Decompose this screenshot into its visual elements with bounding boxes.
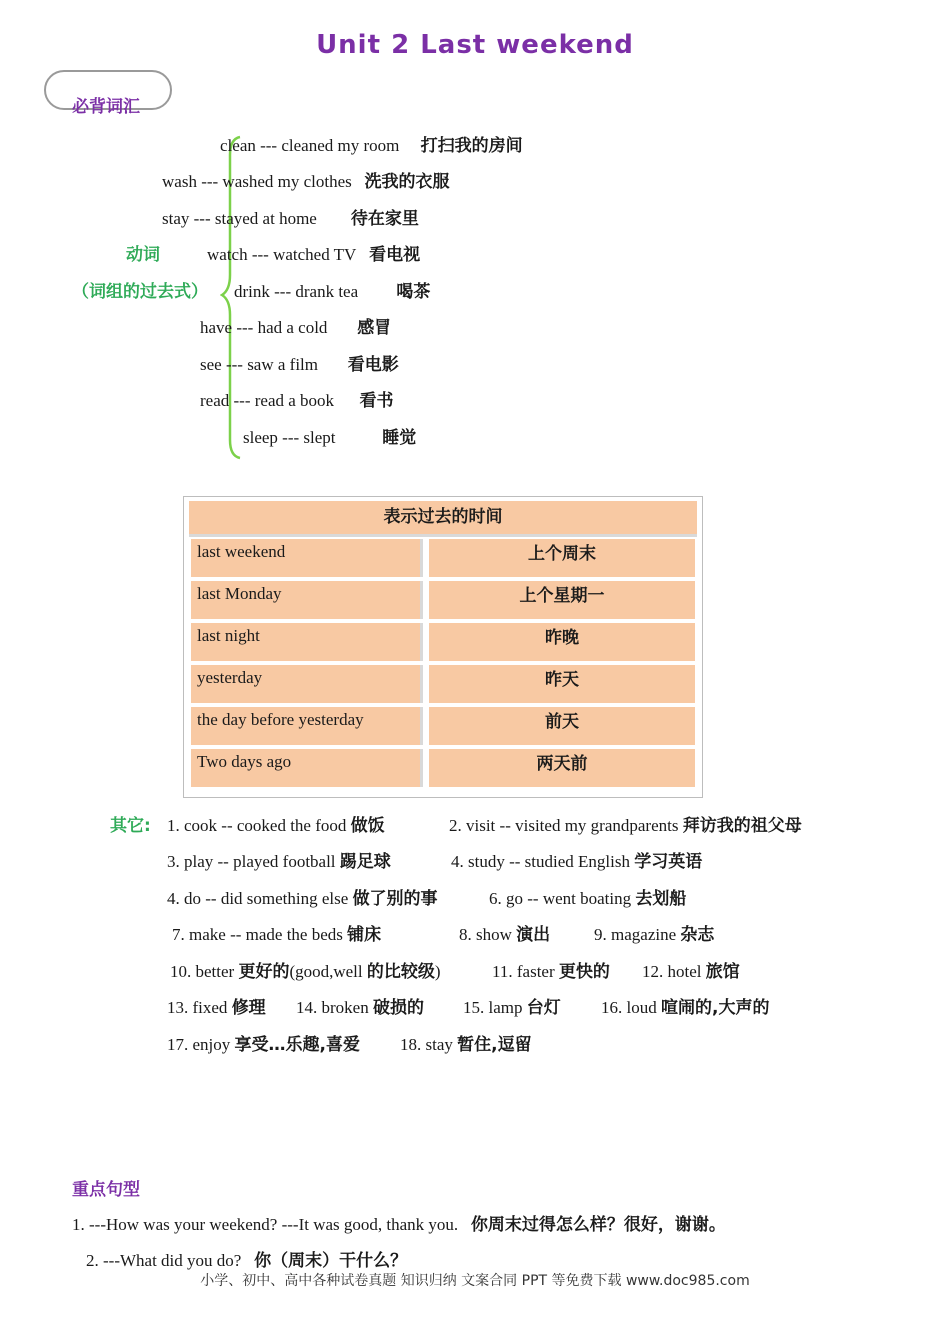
table-cell-cn: 昨晚: [429, 623, 695, 661]
sentence-item: 1. ---How was your weekend? ---It was good, thank you. 你周末过得怎么样？很好，谢谢。: [72, 1215, 726, 1235]
vocab-item: sleep --- slept 睡觉: [243, 428, 417, 448]
table-cell-en: the day before yesterday: [191, 707, 423, 745]
others-line: 1. cook -- cooked the food 做饭: [167, 816, 385, 836]
section-title-sentences: 重点句型: [72, 1180, 140, 1200]
section-title-vocab: 必背词汇: [72, 97, 140, 117]
vocab-item: stay --- stayed at home 待在家里: [162, 209, 419, 229]
table-row: [189, 665, 697, 703]
table-row: [189, 749, 697, 787]
others-line: 3. play -- played football 踢足球: [167, 852, 391, 872]
table-cell-en: last weekend: [191, 539, 423, 577]
vocab-item: see --- saw a film 看电影: [200, 355, 399, 375]
table-header: 表示过去的时间: [189, 501, 697, 537]
table-cell-cn: 上个星期一: [429, 581, 695, 619]
table-cell-en: last Monday: [191, 581, 423, 619]
verb-note: （词组的过去式）: [72, 282, 208, 302]
others-line: 6. go -- went boating 去划船: [489, 889, 687, 909]
others-line: 4. do -- did something else 做了别的事: [167, 889, 438, 909]
table-cell-cn: 两天前: [429, 749, 695, 787]
table-row: [189, 707, 697, 745]
vocab-item: read --- read a book 看书: [200, 391, 394, 411]
vocab-item: clean --- cleaned my room 打扫我的房间: [220, 136, 523, 156]
table-cell-cn: 上个周末: [429, 539, 695, 577]
others-line: 10. better 更好的(good,well 的比较级): [170, 962, 441, 982]
others-line: 14. broken 破损的: [296, 998, 424, 1018]
others-line: 9. magazine 杂志: [594, 925, 715, 945]
vocab-item: wash --- washed my clothes 洗我的衣服: [162, 172, 450, 192]
others-line: 13. fixed 修理: [167, 998, 266, 1018]
past-time-table: [183, 496, 703, 798]
others-line: 7. make -- made the beds 铺床: [172, 925, 382, 945]
others-line: 4. study -- studied English 学习英语: [451, 852, 703, 872]
page-title: Unit 2 Last weekend: [316, 30, 634, 60]
table-row: [189, 581, 697, 619]
others-line: 15. lamp 台灯: [463, 998, 561, 1018]
footer-note: 小学、初中、高中各种试卷真题 知识归纳 文案合同 PPT 等免费下载 www.doc985.com: [200, 1273, 750, 1289]
others-line: 8. show 演出: [459, 925, 551, 945]
table-cell-cn: 前天: [429, 707, 695, 745]
vocab-item: drink --- drank tea 喝茶: [234, 282, 431, 302]
others-line: 16. loud 喧闹的,大声的: [601, 998, 770, 1018]
table-cell-en: Two days ago: [191, 749, 423, 787]
table-cell-en: last night: [191, 623, 423, 661]
sentence-item: 2. ---What did you do? 你（周末）干什么？: [86, 1251, 408, 1271]
others-line: 11. faster 更快的: [492, 962, 610, 982]
vocab-item: watch --- watched TV 看电视: [207, 245, 421, 265]
table-cell-en: yesterday: [191, 665, 423, 703]
table-row: [189, 539, 697, 577]
table-cell-cn: 昨天: [429, 665, 695, 703]
table-row: [189, 623, 697, 661]
others-line: 18. stay 暂住,逗留: [400, 1035, 532, 1055]
others-line: 17. enjoy 享受…乐趣,喜爱: [167, 1035, 360, 1055]
others-line: 12. hotel 旅馆: [642, 962, 740, 982]
others-line: 2. visit -- visited my grandparents 拜访我的祖父母: [449, 816, 802, 836]
vocab-item: have --- had a cold 感冒: [200, 318, 392, 338]
verb-label: 动词: [126, 245, 160, 265]
others-label: 其它:: [110, 816, 151, 836]
